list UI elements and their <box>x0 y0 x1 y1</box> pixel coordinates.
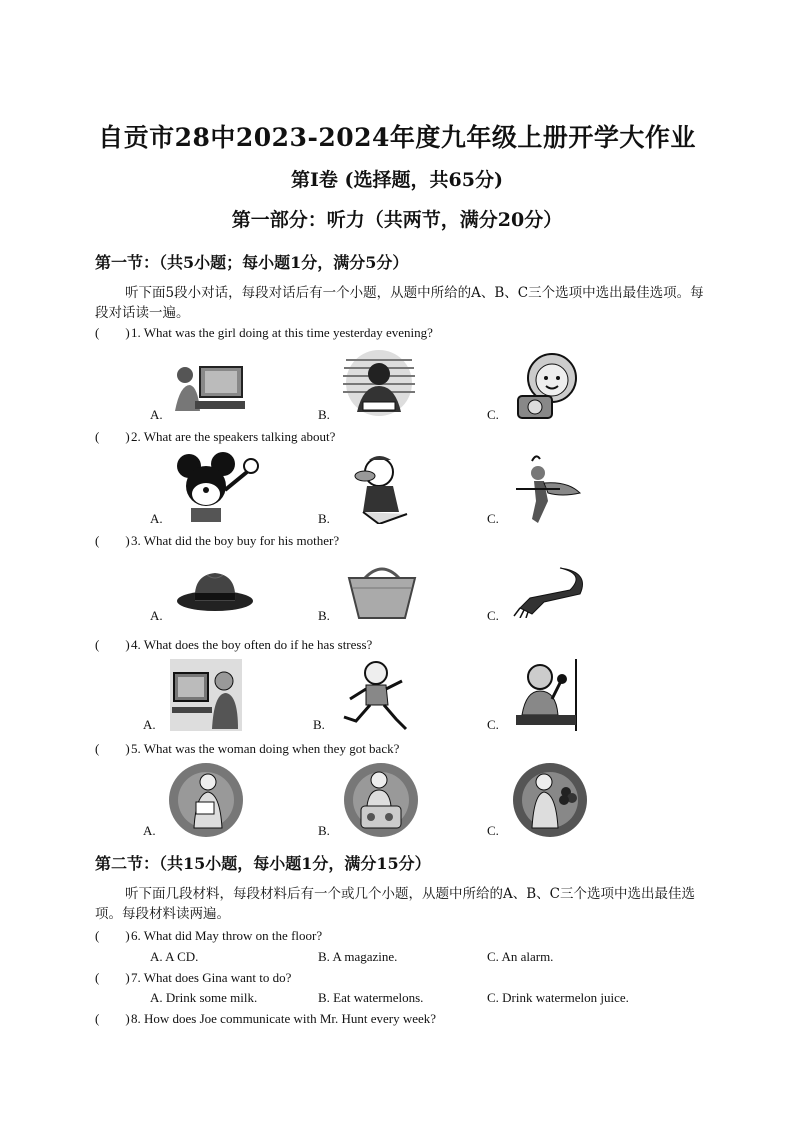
scarf-icon <box>510 564 588 618</box>
question-8: ( )8. How does Joe communicate with Mr. Hunt every week? <box>95 1011 437 1026</box>
girl-at-computer-icon <box>170 363 250 413</box>
question-5: ( )5. What was the woman doing when they got back? <box>95 741 400 756</box>
option-label: B. <box>318 407 330 422</box>
volume-title: 第Ⅰ卷 (选择题，共65分) <box>291 169 503 191</box>
woman-reading-icon <box>168 762 244 838</box>
option-label: C. <box>487 407 499 422</box>
mickey-mouse-icon <box>175 450 261 522</box>
answer-blank[interactable]: ( ) <box>95 1011 130 1026</box>
option-label: A. <box>143 717 156 732</box>
girl-on-phone-icon <box>510 350 590 422</box>
question-3: ( )3. What did the boy buy for his mother? <box>95 533 340 548</box>
option-label: C. <box>487 823 499 838</box>
option-label: C. <box>487 608 499 623</box>
option-label: B. <box>318 511 330 526</box>
answer-blank[interactable]: ( ) <box>95 533 130 548</box>
option-label: A. <box>150 608 163 623</box>
answer-blank[interactable]: ( ) <box>95 970 130 985</box>
page-title: 自贡市28中2023-2024年度九年级上册开学大作业 <box>98 123 696 152</box>
question-6: ( )6. What did May throw on the floor? <box>95 928 323 943</box>
option-label: B. <box>318 608 330 623</box>
option-c: C. An alarm. <box>487 949 554 964</box>
section1-instructions: 听下面5段小对话，每段对话后有一个小题，从题中所给的A、B、C三个选项中选出最佳选项。每段对话读一遍。 <box>95 285 704 321</box>
question-4: ( )4. What does the boy often do if he has stress? <box>95 637 373 652</box>
option-b: B. Eat watermelons. <box>318 990 424 1005</box>
question-2: ( )2. What are the speakers talking about? <box>95 429 336 444</box>
boy-singing-icon <box>512 659 580 731</box>
boy-at-computer-icon <box>170 659 242 731</box>
answer-blank[interactable]: ( ) <box>95 325 130 340</box>
boy-running-icon <box>340 659 410 731</box>
option-a: A. A CD. <box>150 949 199 964</box>
option-a: A. Drink some milk. <box>150 990 258 1005</box>
monkey-king-icon <box>510 453 586 525</box>
hat-icon <box>175 567 255 615</box>
section2-heading: 第二节：（共15小题，每小题1分，满分15分） <box>95 854 431 873</box>
question-1: ( )1. What was the girl doing at this time yesterday evening? <box>95 325 433 340</box>
option-label: B. <box>313 717 325 732</box>
part-title: 第一部分：听力（共两节，满分20分） <box>231 209 563 231</box>
question-7: ( )7. What does Gina want to do? <box>95 970 292 985</box>
girl-reading-book-icon <box>343 350 415 416</box>
woman-cooking-icon <box>343 762 419 838</box>
option-label: B. <box>318 823 330 838</box>
handbag-icon <box>343 564 421 620</box>
answer-blank[interactable]: ( ) <box>95 928 130 943</box>
option-label: A. <box>150 407 163 422</box>
donald-duck-icon <box>343 452 423 524</box>
option-label: A. <box>150 511 163 526</box>
option-label: A. <box>143 823 156 838</box>
answer-blank[interactable]: ( ) <box>95 637 130 652</box>
option-label: C. <box>487 717 499 732</box>
option-c: C. Drink watermelon juice. <box>487 990 629 1005</box>
option-label: C. <box>487 511 499 526</box>
answer-blank[interactable]: ( ) <box>95 741 130 756</box>
answer-blank[interactable]: ( ) <box>95 429 130 444</box>
option-b: B. A magazine. <box>318 949 398 964</box>
section1-heading: 第一节：（共5小题；每小题1分，满分5分） <box>95 253 409 272</box>
woman-with-flowers-icon <box>512 762 588 838</box>
section2-instructions: 听下面几段材料，每段材料后有一个或几个小题，从题中所给的A、B、C三个选项中选出最佳选项。每段材料读两遍。 <box>95 886 695 922</box>
